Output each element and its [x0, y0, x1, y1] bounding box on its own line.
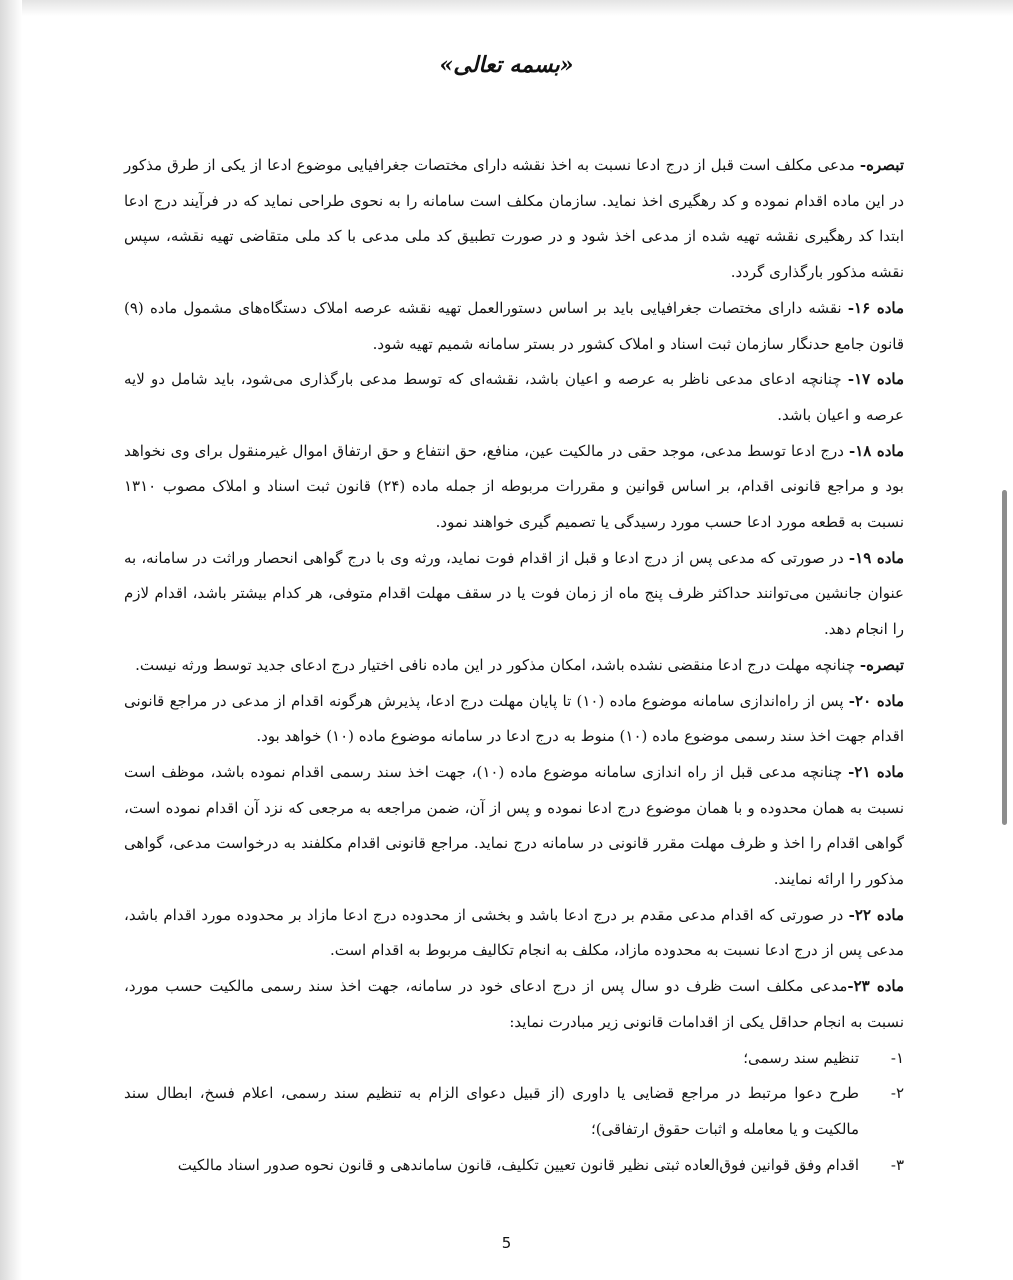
page-number: 5 [501, 1234, 512, 1252]
paragraph-text: پس از راه‌اندازی سامانه موضوع ماده (۱۰) تا پایان مهلت درج ادعا، پذیرش هرگونه اقدام از مدعی در مراجع قانونی اقدام جهت اخذ سند رسمی موضوع ماده (۱۰) منوط به درج ادعا در سامانه موضوع ماده (۱۰) خواهد بود. [124, 691, 904, 746]
list-item [124, 1148, 904, 1184]
list-item-number: ۱- [890, 1048, 904, 1067]
paragraph-label: تبصره- [859, 655, 904, 674]
paragraph-label: ماده ۲۳- [847, 977, 904, 996]
paragraph-text: در صورتی که مدعی پس از درج ادعا و قبل از اقدام فوت نماید، ورثه وی با درج گواهی انحصار وراثت در سامانه، به عنوان جانشین می‌توانند حداکثر ظرف پنج ماه از زمان فوت یا در سقف مهلت اقدام متوفی، هر کدام بیشتر باشد، اقدام لازم را انجام دهد. [124, 548, 904, 639]
list-item-text: اقدام وفق قوانین فوق‌العاده ثبتی نظیر قانون تعیین تکلیف، قانون ساماندهی و قانون نحوه صدور اسناد مالکیت [177, 1155, 859, 1174]
list-item [124, 1076, 904, 1147]
window-left-edge [0, 0, 22, 1280]
paragraph-label: ماده ۱۷- [847, 370, 905, 389]
paragraph-text: درج ادعا توسط مدعی، موجد حقی در مالکیت عین، منافع، حق انتفاع و حق ارتفاق اموال غیرمنقول برای وی نخواهد بود و مراجع قانونی اقدام، بر اساس قوانین و مقررات مربوطه از جمله ماده (۲۴) قانون ثبت اسناد و املاک مصوب ۱۳۱۰ نسبت به قطعه مورد ادعا حسب مورد رسیدگی یا تصمیم گیری خواهند نمود. [124, 441, 904, 532]
paragraph-text: چنانچه مهلت درج ادعا منقضی نشده باشد، امکان مذکور در این ماده نافی اختیار درج ادعای جدید توسط ورثه نیست. [135, 655, 860, 674]
paragraph-article-17 [124, 362, 904, 433]
vertical-scrollbar[interactable] [1002, 490, 1007, 825]
paragraph-article-18 [124, 434, 904, 541]
paragraph-label: ماده ۱۸- [849, 441, 904, 460]
list-item-number: ۲- [890, 1084, 904, 1103]
paragraph-note-2 [124, 648, 904, 684]
paragraph-label: ماده ۲۱- [848, 762, 904, 781]
paragraph-article-20 [124, 684, 904, 755]
list-item-text: طرح دعوا مرتبط در مراجع قضایی یا داوری (از قبیل دعوای الزام به تنظیم سند رسمی، اعلام فسخ، ابطال سند مالکیت و یا معامله و اثبات حقوق ارتفاقی)؛ [124, 1084, 859, 1138]
paragraph-label: ماده ۲۰- [848, 691, 904, 710]
paragraph-text: نقشه دارای مختصات جغرافیایی باید بر اساس دستورالعمل تهیه نقشه عرصه املاک دستگاه‌های مشمول ماده (۹) قانون جامع حدنگار سازمان ثبت اسناد و املاک کشور در بستر سامانه شمیم تهیه شود. [124, 298, 904, 353]
paragraph-article-23 [124, 969, 904, 1040]
list-item-number: ۳- [890, 1155, 904, 1174]
paragraph-article-16 [124, 291, 904, 362]
paragraph-label: ماده ۲۲- [848, 905, 904, 924]
document-header: «بسمه تعالی» [439, 52, 574, 78]
window-top-shadow [0, 0, 1013, 16]
paragraph-article-22 [124, 898, 904, 969]
list-item-text: تنظیم سند رسمی؛ [743, 1048, 859, 1067]
paragraph-article-19 [124, 541, 904, 648]
paragraph-label: تبصره- [859, 156, 904, 174]
paragraph-article-21 [124, 755, 904, 898]
paragraph-note-1 [124, 148, 904, 291]
document-body [124, 148, 904, 1183]
paragraph-text: چنانچه مدعی قبل از راه اندازی سامانه موضوع ماده (۱۰)، جهت اخذ سند رسمی اقدام نموده باشد، موظف است نسبت به همان محدوده و با همان موضوع درج ادعا نموده و پس از آن، ضمن مراجعه به مرجعی که نزد آن اقدام نموده است، گواهی اقدام را اخذ و ظرف مهلت مقرر قانونی در سامانه درج نماید. مراجع قانونی اقدام مکلفند به درخواست مدعی، گواهی مذکور را ارائه نمایند. [124, 762, 904, 889]
paragraph-text: مدعی مکلف است قبل از درج ادعا نسبت به اخذ نقشه دارای مختصات جغرافیایی موضوع ادعا از یکی از طرق مذکور در این ماده اقدام نموده و کد رهگیری اخذ نماید. سازمان مکلف است سامانه را به نحوی طراحی نماید که در فرآیند درج ادعا ابتدا کد رهگیری نقشه تهیه شده از مدعی اخذ شود و در صورت تطبیق کد ملی مدعی با کد ملی متقاضی تهیه نقشه، سپس نقشه مذکور بارگذاری گردد. [124, 156, 904, 282]
paragraph-text: در صورتی که اقدام مدعی مقدم بر درج ادعا باشد و بخشی از محدوده درج ادعا مازاد بر محدوده مورد اقدام باشد، مدعی پس از درج ادعا نسبت به محدوده مازاد، مکلف به انجام تکالیف مربوط به اقدام است. [124, 905, 904, 960]
paragraph-label: ماده ۱۹- [848, 548, 904, 567]
paragraph-label: ماده ۱۶- [847, 298, 904, 317]
paragraph-text: مدعی مکلف است ظرف دو سال پس از درج ادعای خود در سامانه، جهت اخذ سند رسمی مالکیت حسب مورد، نسبت به انجام حداقل یکی از اقدامات قانونی زیر مبادرت نماید: [124, 977, 904, 1031]
paragraph-text: چنانچه ادعای مدعی ناظر به عرصه و اعیان باشد، نقشه‌ای که توسط مدعی بارگذاری می‌شود، باید شامل دو لایه عرصه و اعیان باشد. [124, 370, 904, 424]
list-item [124, 1041, 904, 1077]
